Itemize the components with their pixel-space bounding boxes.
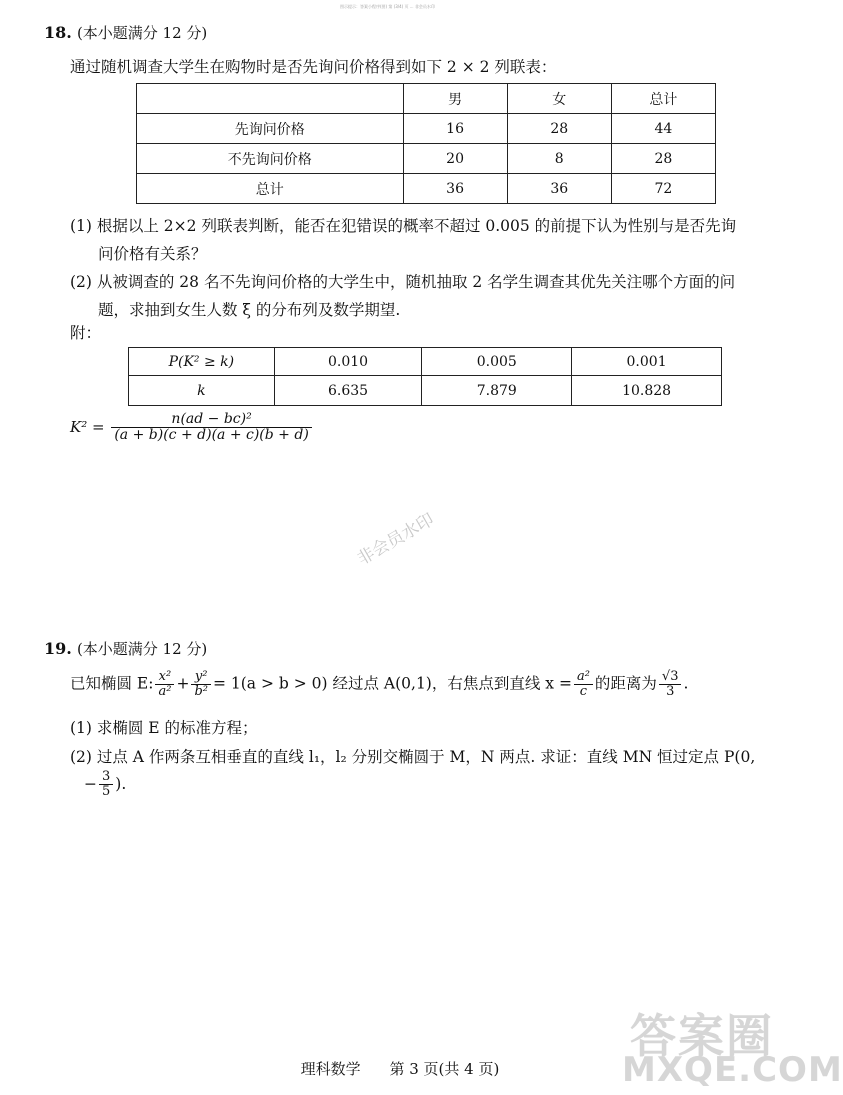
table-cell: 36 [507,174,611,204]
plus-sign: + [176,674,190,693]
fraction-numerator: 3 [99,770,113,785]
a-squared-over-c-fraction [574,670,593,698]
q19-points: (本小题满分 12 分) [76,640,208,658]
table-cell: 36 [403,174,507,204]
fraction-numerator: x² [155,670,174,685]
table-cell: 28 [611,144,715,174]
table-row [137,114,716,144]
formula-lhs: K² = [70,418,105,437]
footer-page-number: 第 3 页(共 4 页) [389,1060,500,1078]
table-header-cell: 总计 [611,84,715,114]
q18-part2-line2: 题，求抽到女生人数 ξ 的分布列及数学期望. [98,301,401,319]
fraction-numerator: y² [191,670,211,685]
sqrt3-over-3-fraction [659,670,682,698]
q18-part1-line2: 问价格有关系？ [98,245,207,263]
fraction-denominator: a² [158,683,172,699]
table-cell: 8 [507,144,611,174]
minus-sign: − [84,775,97,794]
table-cell: 6.635 [274,376,422,406]
fraction-numerator: √3 [659,670,682,685]
table-cell: 不先询问价格 [137,144,404,174]
table-cell: 72 [611,174,715,204]
site-logo-watermark [600,1000,843,1095]
contingency-table [136,83,716,204]
q19-stem-c: 的距离为 [594,674,657,693]
fraction-numerator: a² [574,670,593,685]
critical-value-table [128,347,722,406]
member-watermark: 非会员水印 [353,509,438,570]
table-header-cell: 男 [403,84,507,114]
three-fifths-fraction [99,770,113,798]
q19-heading-line [44,638,207,659]
q18-number: 18. [44,23,72,42]
table-cell: 7.879 [422,376,572,406]
x-over-a-fraction [155,670,174,698]
formula-numerator: n(ad − bc)² [111,412,311,428]
q19-stem-a: 已知椭圆 E: [70,674,154,693]
fraction-denominator: b² [194,683,208,699]
table-cell: 0.010 [274,348,422,376]
table-cell: 0.005 [422,348,572,376]
formula-fraction [111,412,311,442]
chi-square-formula [70,412,314,442]
q19-stem-end: . [683,674,689,693]
table-cell: 28 [507,114,611,144]
formula-denominator: (a + b)(c + d)(a + c)(b + d) [114,426,309,443]
q19-stem [70,670,688,698]
table-header-cell [137,84,404,114]
table-cell: P(K² ≥ k) [129,348,275,376]
logo-watermark-cn: 答案圈 [630,1009,774,1063]
q18-intro: 通过随机调查大学生在购物时是否先询问价格得到如下 2 × 2 列联表： [70,58,557,76]
table-row [129,376,722,406]
table-cell: 44 [611,114,715,144]
contingency-header-row [137,84,716,114]
table-row [129,348,722,376]
fraction-denominator: 5 [102,783,111,799]
table-header-cell: 女 [507,84,611,114]
table-cell: 先询问价格 [137,114,404,144]
q19-stem-b: = 1(a > b > 0) 经过点 A(0,1)，右焦点到直线 x = [212,674,572,693]
footer-subject: 理科数学 [300,1060,361,1078]
appendix-label: 附： [70,324,102,342]
table-row [137,174,716,204]
table-cell: 20 [403,144,507,174]
q19-number: 19. [44,639,72,658]
table-cell: 总计 [137,174,404,204]
fraction-denominator: c [579,683,588,699]
table-cell: k [129,376,275,406]
q19-part2-line1: (2) 过点 A 作两条互相垂直的直线 l₁，l₂ 分别交椭圆于 M，N 两点. 求证：直线 MN 恒过定点 P(0, [70,748,756,766]
logo-watermark-en: MXQE.COM [622,1050,843,1090]
y-over-b-fraction [191,670,211,698]
q18-part2-line1: (2) 从被调查的 28 名不先询问价格的大学生中，随机抽取 2 名学生调查其优先关注哪个方面的问 [70,273,736,291]
fraction-denominator: 3 [666,683,675,699]
table-row [137,144,716,174]
q18-part1-line1: (1) 根据以上 2×2 列联表判断，能否在犯错误的概率不超过 0.005 的前提下认为性别与是否先询 [70,217,737,235]
q19-part2-end: ). [115,775,127,794]
q18-heading-line [44,22,207,43]
page-header-note: 图示提示：答案小程序(图) 第 (3/4) 页 ... 非会员水印 [340,4,435,9]
table-cell: 16 [403,114,507,144]
q18-points: (本小题满分 12 分) [76,24,208,42]
table-cell: 10.828 [572,376,722,406]
q19-part1: (1) 求椭圆 E 的标准方程； [70,719,258,737]
table-cell: 0.001 [572,348,722,376]
q19-part2-line2 [84,770,126,798]
